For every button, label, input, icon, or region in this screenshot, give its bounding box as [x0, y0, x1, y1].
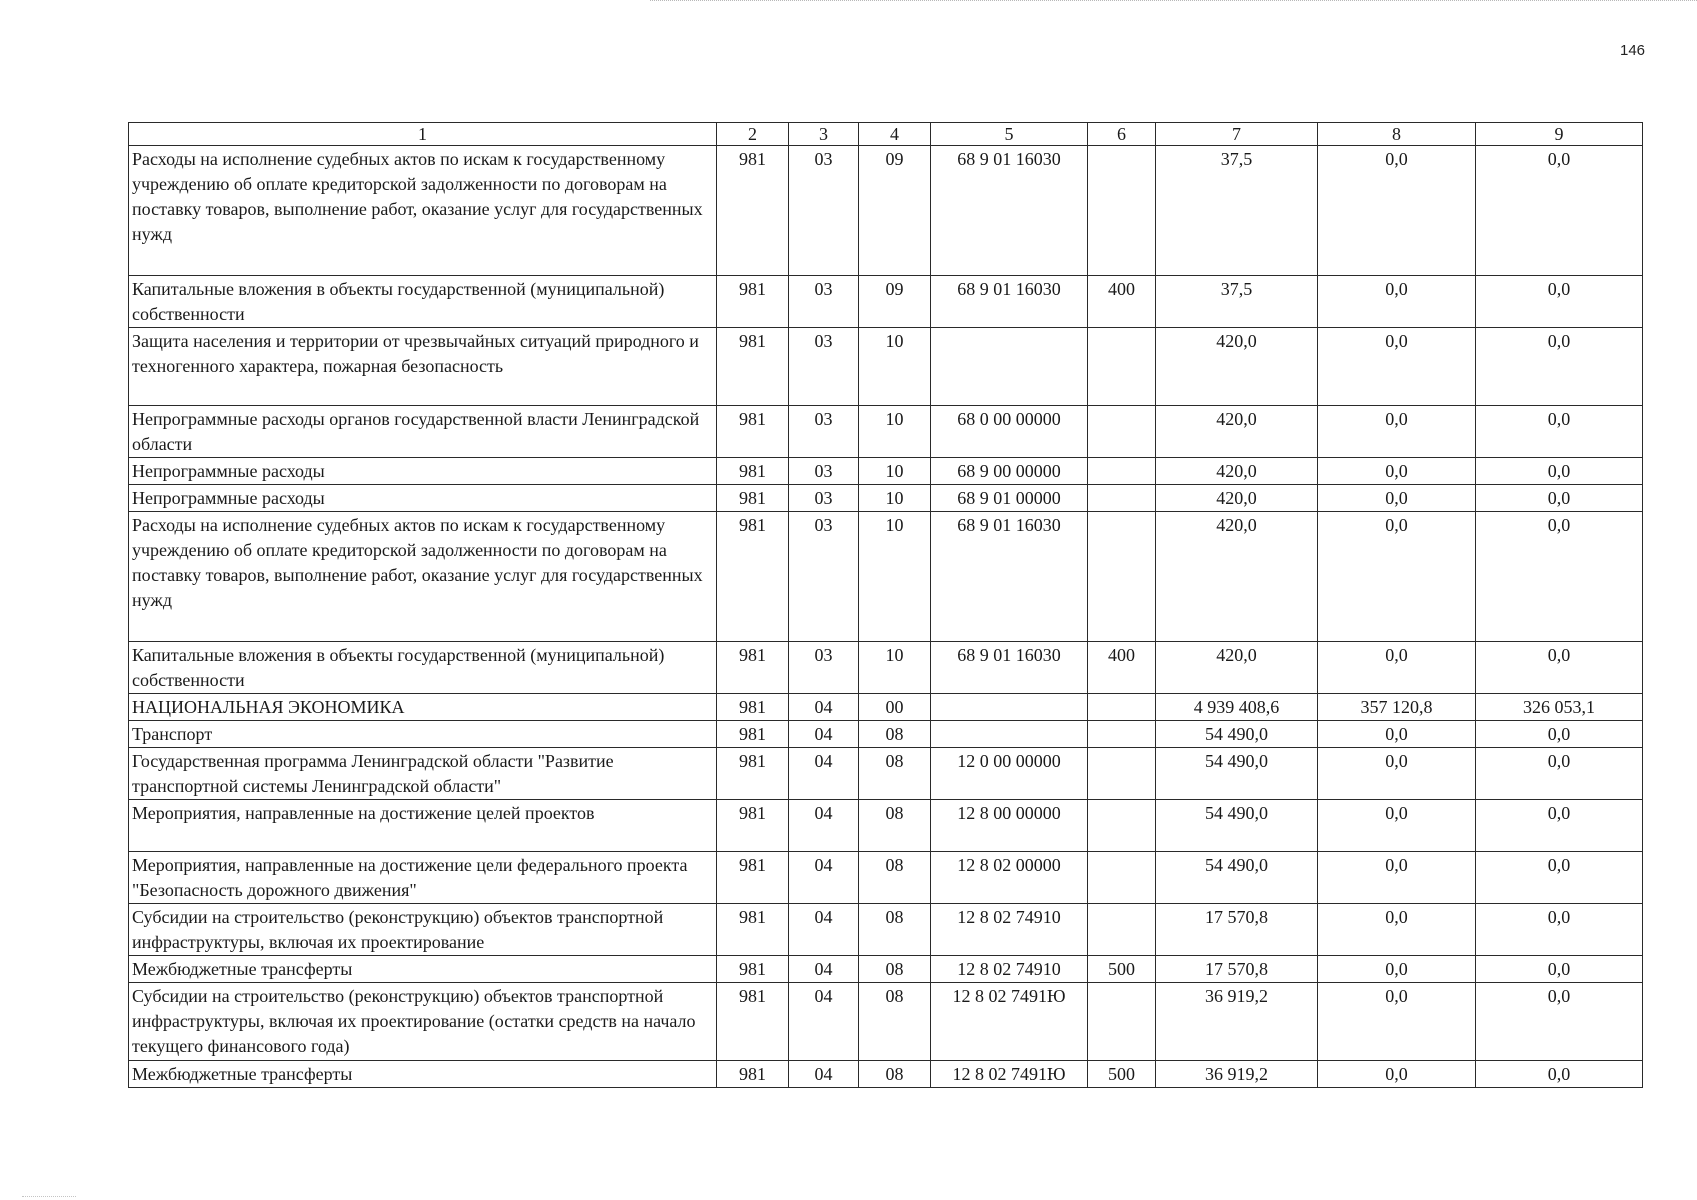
row-amount-col9: 0,0	[1476, 146, 1643, 276]
row-section: 04	[789, 721, 859, 748]
budget-table	[128, 122, 1643, 1088]
row-amount-col8: 357 120,8	[1318, 694, 1476, 721]
row-amount-col8: 0,0	[1318, 512, 1476, 642]
table-row	[129, 800, 1643, 852]
row-target-article: 12 8 02 00000	[931, 852, 1088, 904]
row-name: Капитальные вложения в объекты государственной (муниципальной) собственности	[129, 276, 717, 328]
row-target-article	[931, 721, 1088, 748]
row-expense-type: 400	[1088, 642, 1156, 694]
row-subsection: 10	[859, 406, 931, 458]
row-admin-code: 981	[717, 406, 789, 458]
row-amount-col7: 54 490,0	[1156, 800, 1318, 852]
row-expense-type	[1088, 694, 1156, 721]
table-row	[129, 485, 1643, 512]
row-target-article: 68 9 00 00000	[931, 458, 1088, 485]
header-row	[129, 123, 1643, 146]
row-subsection: 10	[859, 642, 931, 694]
row-name: Мероприятия, направленные на достижение цели федерального проекта "Безопасность дорожного движения"	[129, 852, 717, 904]
row-target-article: 12 8 02 7491Ю	[931, 983, 1088, 1061]
header-cell: 2	[717, 123, 789, 146]
row-amount-col9: 0,0	[1476, 800, 1643, 852]
table-row	[129, 694, 1643, 721]
row-expense-type	[1088, 328, 1156, 406]
row-section: 04	[789, 956, 859, 983]
row-section: 03	[789, 642, 859, 694]
row-amount-col8: 0,0	[1318, 983, 1476, 1061]
row-section: 03	[789, 458, 859, 485]
row-name: Субсидии на строительство (реконструкцию) объектов транспортной инфраструктуры, включая их проектирование	[129, 904, 717, 956]
row-admin-code: 981	[717, 485, 789, 512]
row-amount-col8: 0,0	[1318, 642, 1476, 694]
row-admin-code: 981	[717, 983, 789, 1061]
row-subsection: 10	[859, 458, 931, 485]
row-amount-col9: 0,0	[1476, 904, 1643, 956]
header-cell: 5	[931, 123, 1088, 146]
row-amount-col7: 420,0	[1156, 642, 1318, 694]
row-amount-col8: 0,0	[1318, 721, 1476, 748]
row-amount-col9: 0,0	[1476, 276, 1643, 328]
row-amount-col7: 17 570,8	[1156, 956, 1318, 983]
row-section: 03	[789, 512, 859, 642]
row-admin-code: 981	[717, 146, 789, 276]
row-expense-type	[1088, 485, 1156, 512]
row-admin-code: 981	[717, 512, 789, 642]
row-admin-code: 981	[717, 694, 789, 721]
row-expense-type	[1088, 904, 1156, 956]
row-section: 03	[789, 276, 859, 328]
row-amount-col8: 0,0	[1318, 146, 1476, 276]
row-amount-col7: 54 490,0	[1156, 748, 1318, 800]
table-row	[129, 512, 1643, 642]
row-expense-type	[1088, 748, 1156, 800]
row-amount-col7: 17 570,8	[1156, 904, 1318, 956]
row-amount-col8: 0,0	[1318, 956, 1476, 983]
row-amount-col9: 0,0	[1476, 512, 1643, 642]
row-section: 04	[789, 1061, 859, 1088]
row-amount-col8: 0,0	[1318, 458, 1476, 485]
row-target-article: 12 8 02 74910	[931, 956, 1088, 983]
table-row	[129, 904, 1643, 956]
row-admin-code: 981	[717, 1061, 789, 1088]
row-amount-col9: 0,0	[1476, 458, 1643, 485]
row-name: Капитальные вложения в объекты государственной (муниципальной) собственности	[129, 642, 717, 694]
scan-top-rule	[650, 0, 1697, 2]
row-subsection: 00	[859, 694, 931, 721]
row-amount-col9: 326 053,1	[1476, 694, 1643, 721]
row-subsection: 09	[859, 276, 931, 328]
row-subsection: 08	[859, 956, 931, 983]
row-amount-col8: 0,0	[1318, 800, 1476, 852]
row-name: Непрограммные расходы органов государственной власти Ленинградской области	[129, 406, 717, 458]
row-expense-type	[1088, 512, 1156, 642]
row-amount-col7: 54 490,0	[1156, 852, 1318, 904]
row-name: Расходы на исполнение судебных актов по искам к государственному учреждению об оплате кредиторской задолженности по договорам на поставку товаров, выполнение работ, оказание услуг для государственных нужд	[129, 512, 717, 642]
table-row	[129, 852, 1643, 904]
row-target-article: 12 8 00 00000	[931, 800, 1088, 852]
row-expense-type: 500	[1088, 956, 1156, 983]
row-target-article: 68 0 00 00000	[931, 406, 1088, 458]
row-amount-col9: 0,0	[1476, 852, 1643, 904]
header-cell: 8	[1318, 123, 1476, 146]
row-subsection: 10	[859, 485, 931, 512]
table-row	[129, 983, 1643, 1061]
row-name: НАЦИОНАЛЬНАЯ ЭКОНОМИКА	[129, 694, 717, 721]
row-name: Мероприятия, направленные на достижение целей проектов	[129, 800, 717, 852]
table-row	[129, 276, 1643, 328]
row-name: Непрограммные расходы	[129, 458, 717, 485]
row-amount-col7: 37,5	[1156, 146, 1318, 276]
row-expense-type	[1088, 852, 1156, 904]
header-cell: 6	[1088, 123, 1156, 146]
row-amount-col7: 420,0	[1156, 485, 1318, 512]
table-row	[129, 1061, 1643, 1088]
table-row	[129, 956, 1643, 983]
row-expense-type	[1088, 983, 1156, 1061]
row-amount-col9: 0,0	[1476, 328, 1643, 406]
row-target-article: 68 9 01 00000	[931, 485, 1088, 512]
row-subsection: 08	[859, 852, 931, 904]
row-amount-col9: 0,0	[1476, 956, 1643, 983]
row-amount-col8: 0,0	[1318, 485, 1476, 512]
row-name: Государственная программа Ленинградской области "Развитие транспортной системы Ленинградской области"	[129, 748, 717, 800]
row-section: 04	[789, 904, 859, 956]
row-target-article: 12 8 02 74910	[931, 904, 1088, 956]
table-row	[129, 748, 1643, 800]
row-section: 04	[789, 983, 859, 1061]
row-admin-code: 981	[717, 904, 789, 956]
page-number: 146	[1620, 42, 1646, 59]
row-amount-col7: 420,0	[1156, 406, 1318, 458]
row-expense-type: 400	[1088, 276, 1156, 328]
header-cell: 7	[1156, 123, 1318, 146]
row-amount-col7: 36 919,2	[1156, 983, 1318, 1061]
row-name: Расходы на исполнение судебных актов по искам к государственному учреждению об оплате кредиторской задолженности по договорам на поставку товаров, выполнение работ, оказание услуг для государственных нужд	[129, 146, 717, 276]
table-row	[129, 642, 1643, 694]
row-expense-type	[1088, 721, 1156, 748]
row-amount-col8: 0,0	[1318, 748, 1476, 800]
row-amount-col7: 54 490,0	[1156, 721, 1318, 748]
row-target-article: 12 0 00 00000	[931, 748, 1088, 800]
row-amount-col7: 4 939 408,6	[1156, 694, 1318, 721]
table-row	[129, 328, 1643, 406]
row-name: Межбюджетные трансферты	[129, 956, 717, 983]
header-cell: 9	[1476, 123, 1643, 146]
row-admin-code: 981	[717, 642, 789, 694]
row-amount-col9: 0,0	[1476, 485, 1643, 512]
row-section: 04	[789, 800, 859, 852]
row-name: Субсидии на строительство (реконструкцию) объектов транспортной инфраструктуры, включая их проектирование (остатки средств на начало текущего финансового года)	[129, 983, 717, 1061]
row-amount-col8: 0,0	[1318, 904, 1476, 956]
table-row	[129, 458, 1643, 485]
row-section: 03	[789, 146, 859, 276]
row-expense-type: 500	[1088, 1061, 1156, 1088]
row-subsection: 08	[859, 1061, 931, 1088]
header-cell: 1	[129, 123, 717, 146]
row-name: Непрограммные расходы	[129, 485, 717, 512]
row-name: Защита населения и территории от чрезвычайных ситуаций природного и техногенного характера, пожарная безопасность	[129, 328, 717, 406]
row-section: 04	[789, 694, 859, 721]
header-cell: 3	[789, 123, 859, 146]
row-amount-col7: 36 919,2	[1156, 1061, 1318, 1088]
row-subsection: 08	[859, 800, 931, 852]
row-admin-code: 981	[717, 721, 789, 748]
row-amount-col9: 0,0	[1476, 642, 1643, 694]
row-expense-type	[1088, 146, 1156, 276]
row-amount-col9: 0,0	[1476, 406, 1643, 458]
row-target-article: 68 9 01 16030	[931, 276, 1088, 328]
row-amount-col7: 420,0	[1156, 458, 1318, 485]
row-name: Транспорт	[129, 721, 717, 748]
row-subsection: 10	[859, 512, 931, 642]
row-amount-col7: 37,5	[1156, 276, 1318, 328]
row-subsection: 10	[859, 328, 931, 406]
row-admin-code: 981	[717, 800, 789, 852]
row-target-article: 68 9 01 16030	[931, 146, 1088, 276]
row-amount-col9: 0,0	[1476, 721, 1643, 748]
row-subsection: 08	[859, 748, 931, 800]
table-row	[129, 721, 1643, 748]
row-amount-col8: 0,0	[1318, 328, 1476, 406]
row-amount-col8: 0,0	[1318, 406, 1476, 458]
row-expense-type	[1088, 406, 1156, 458]
row-admin-code: 981	[717, 748, 789, 800]
row-target-article	[931, 328, 1088, 406]
row-subsection: 08	[859, 904, 931, 956]
scan-bottom-mark	[22, 1196, 76, 1197]
row-admin-code: 981	[717, 276, 789, 328]
row-section: 04	[789, 748, 859, 800]
row-admin-code: 981	[717, 328, 789, 406]
row-section: 03	[789, 328, 859, 406]
row-amount-col8: 0,0	[1318, 276, 1476, 328]
row-target-article: 12 8 02 7491Ю	[931, 1061, 1088, 1088]
table-row	[129, 146, 1643, 276]
row-expense-type	[1088, 458, 1156, 485]
row-admin-code: 981	[717, 852, 789, 904]
row-section: 03	[789, 406, 859, 458]
row-amount-col9: 0,0	[1476, 983, 1643, 1061]
row-target-article: 68 9 01 16030	[931, 512, 1088, 642]
row-subsection: 08	[859, 983, 931, 1061]
row-amount-col8: 0,0	[1318, 1061, 1476, 1088]
row-section: 04	[789, 852, 859, 904]
row-section: 03	[789, 485, 859, 512]
row-amount-col7: 420,0	[1156, 328, 1318, 406]
row-amount-col9: 0,0	[1476, 748, 1643, 800]
table-row	[129, 406, 1643, 458]
row-admin-code: 981	[717, 458, 789, 485]
row-amount-col9: 0,0	[1476, 1061, 1643, 1088]
row-target-article: 68 9 01 16030	[931, 642, 1088, 694]
row-subsection: 09	[859, 146, 931, 276]
row-target-article	[931, 694, 1088, 721]
row-amount-col7: 420,0	[1156, 512, 1318, 642]
row-name: Межбюджетные трансферты	[129, 1061, 717, 1088]
row-admin-code: 981	[717, 956, 789, 983]
row-amount-col8: 0,0	[1318, 852, 1476, 904]
row-subsection: 08	[859, 721, 931, 748]
row-expense-type	[1088, 800, 1156, 852]
header-cell: 4	[859, 123, 931, 146]
